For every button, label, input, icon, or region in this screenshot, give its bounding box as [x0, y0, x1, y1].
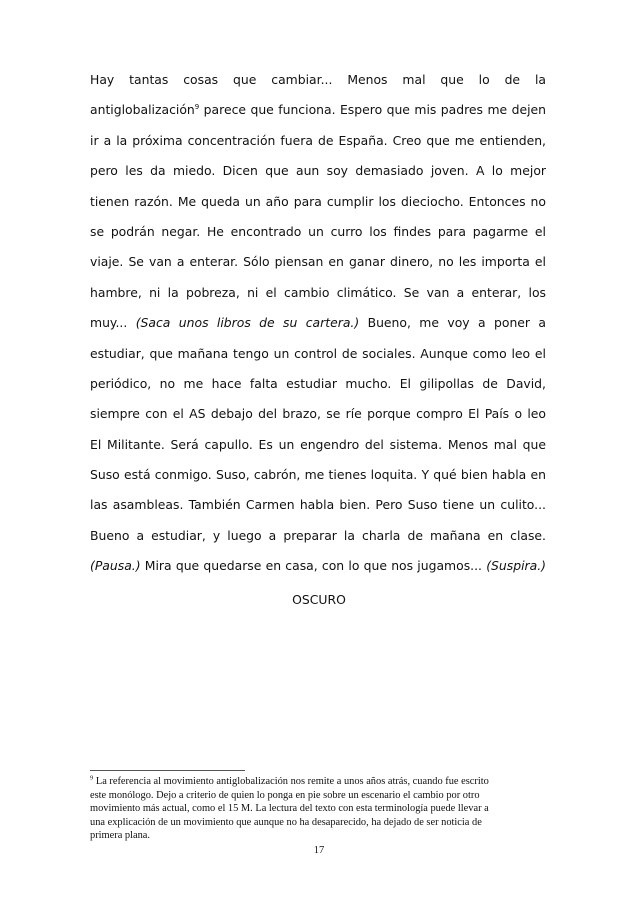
footnote-line: este monólogo. Dejo a criterio de quien lo ponga en pie sobre un escenario el cambio por otro [90, 789, 480, 801]
monologue-text [90, 65, 546, 582]
footnote-divider [90, 770, 245, 771]
text-line: estudiar, que mañana tengo un control de sociales. Aunque como leo el [90, 345, 546, 361]
scene-end-heading: OSCURO [292, 592, 346, 607]
text-line: antiglobalización$^9$ parece que funciona. Espero que mis padres me dejen [90, 102, 546, 118]
page-number: 17 [313, 845, 325, 856]
text-line: hambre, ni la pobreza, ni el cambio climático. Se van a enterar, los [90, 284, 546, 300]
footnote-mark: 9 [90, 774, 94, 782]
text-line: muy... (Saca unos libros de su cartera.) Bueno, me voy a poner a [90, 315, 546, 331]
text-line: las asambleas. También Carmen habla bien. Pero Suso tiene un culito... [90, 497, 546, 513]
text-line: Bueno a estudiar, y luego a preparar la charla de mañana en clase. [90, 527, 546, 543]
text-line: periódico, no me hace falta estudiar mucho. El gilipollas de David, [90, 375, 546, 391]
text-line: se podrán negar. He encontrado un curro los findes para pagarme el [90, 223, 546, 239]
stage-direction: (Saca unos libros de su cartera.) [135, 315, 360, 331]
text-line: pero les da miedo. Dicen que aun soy demasiado joven. A lo mejor [90, 163, 546, 179]
text-line: viaje. Se van a enterar. Sólo piensan en ganar dinero, no les importa el [90, 254, 546, 270]
footnote-reference: 9 [194, 103, 200, 112]
text-line: ir a la próxima concentración fuera de España. Creo que me entienden, [90, 132, 546, 148]
text-line: Hay tantas cosas que cambiar... Menos mal que lo de la [90, 72, 546, 87]
text-line: (Pausa.) Mira que quedarse en casa, con lo que nos jugamos... (Suspira.) [90, 558, 546, 574]
text-line: Suso está conmigo. Suso, cabrón, me tienes loquita. Y qué bien habla en [90, 467, 546, 483]
footnote [90, 775, 548, 843]
text-line: El Militante. Será capullo. Es un engendro del sistema. Menos mal que [90, 436, 546, 452]
footnote-line: $^9$ La referencia al movimiento antiglobalización nos remite a unos años atrás, cuando fue escrito [90, 774, 489, 787]
stage-direction: (Pausa.) [90, 558, 141, 574]
footnote-line: movimiento más actual, como el 15 M. La lectura del texto con esta terminología puede llevar a [90, 803, 489, 815]
text-line: siempre con el AS debajo del brazo, se ríe porque compro El País o leo [90, 406, 546, 422]
stage-direction: (Suspira.) [486, 558, 546, 574]
text-line: tienen razón. Me queda un año para cumplir los dieciocho. Entonces no [90, 193, 546, 209]
footnote-line: primera plana. [90, 830, 151, 842]
footnote-line: una explicación de un movimiento que aunque no ha desaparecido, ha dejado de ser noticia de [90, 816, 482, 828]
